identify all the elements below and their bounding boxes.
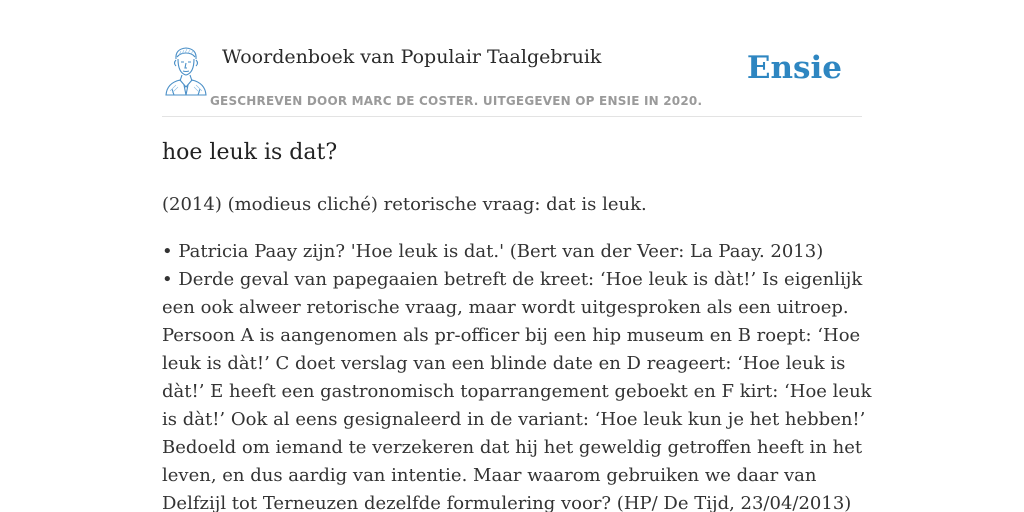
entry-title: hoe leuk is dat? [162,140,338,165]
header [162,40,862,117]
book-title[interactable]: Woordenboek van Populair Taalgebruik [222,46,602,68]
author-portrait-icon [162,45,210,97]
byline: GESCHREVEN DOOR MARC DE COSTER. UITGEGEVEN OP ENSIE IN 2020. [210,94,703,108]
example-item: • Derde geval van papegaaien betreft de kreet: ‘Hoe leuk is dàt!’ Is eigenlijk een ook alweer retorische vraag, maar wordt uitgesproken als een uitroep. Persoon A is aangenomen als pr-officer bij een hip museum en B roept: ‘Hoe leuk is dàt!’ C doet verslag van een blinde date en D reageert: ‘Hoe leuk is dàt!’ E heeft een gastronomisch toparrangement geboekt en F kirt: ‘Hoe leuk is dàt!’ Ook al eens gesignaleerd in de variant: ‘Hoe leuk kun je het hebben!’ Bedoeld om iemand te verzekeren dat hij het geweldig getroffen heeft in het leven, en dus aardig van intentie. Maar waarom gebruiken we daar van Delfzijl tot Terneuzen dezelfde formulering voor? (HP/ De Tijd, 23/04/2013) [162,269,872,512]
example-item: • Patricia Paay zijn? 'Hoe leuk is dat.' (Bert van der Veer: La Paay. 2013) [162,241,824,262]
ensie-logo[interactable]: Ensie [746,50,842,86]
entry-definition: (2014) (modieus cliché) retorische vraag: dat is leuk. [162,194,647,215]
entry-examples [162,238,882,512]
